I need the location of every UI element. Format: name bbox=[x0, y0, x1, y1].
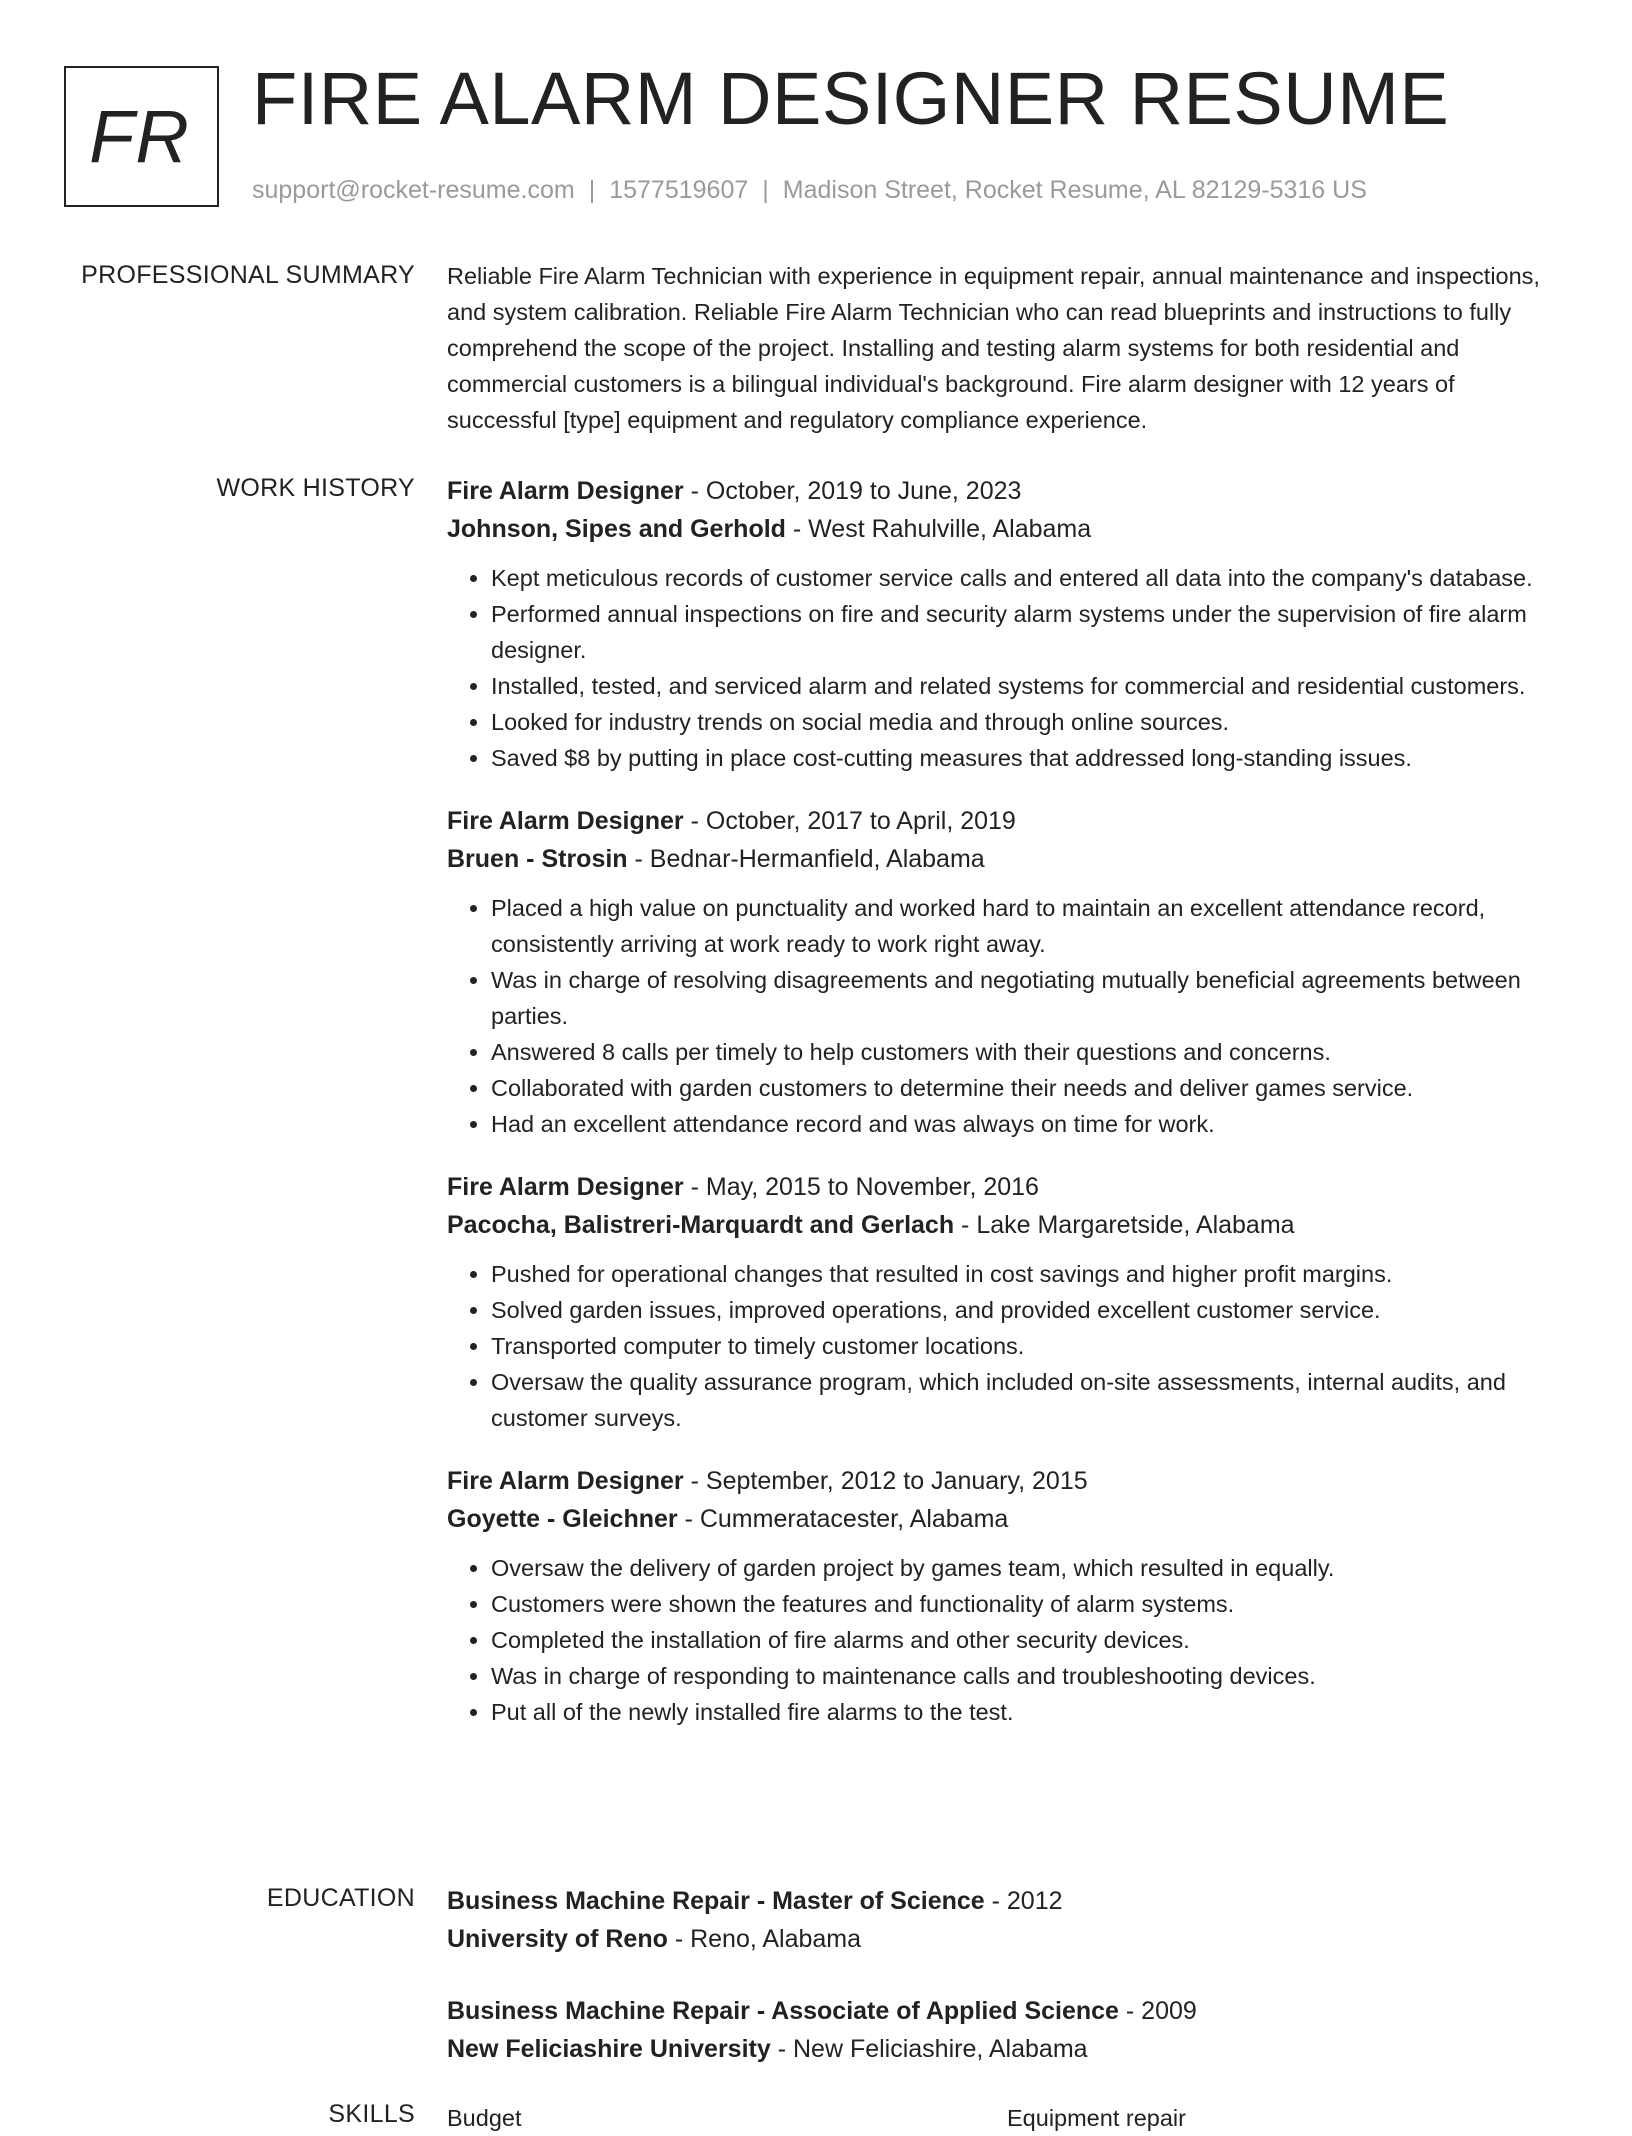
education-school-line bbox=[447, 2030, 1567, 2068]
job-company: Johnson, Sipes and Gerhold bbox=[447, 515, 786, 543]
job-title: Fire Alarm Designer bbox=[447, 1173, 684, 1201]
education-school-line bbox=[447, 1920, 1567, 1958]
section-label-skills: SKILLS bbox=[328, 2100, 415, 2128]
job-bullet: • Customers were shown the features and functionality of alarm systems. bbox=[491, 1586, 1567, 1622]
job-dates: - October, 2017 to April, 2019 bbox=[683, 807, 1016, 835]
job-bullet: • Had an excellent attendance record and was always on time for work. bbox=[491, 1106, 1567, 1142]
education-degree: Business Machine Repair - Master of Science bbox=[447, 1887, 985, 1915]
summary-text: Reliable Fire Alarm Technician with experience in equipment repair, annual maintenance and inspections, and system calibration. Reliable Fire Alarm Technician who can read blueprints and instructions to fully comprehend the scope of the project. Installing and testing alarm systems for both residential and commercial customers is a bilingual individual's background. Fire alarm designer with 12 years of successful [type] equipment and regulatory compliance experience. bbox=[447, 263, 1540, 433]
job-dates: - October, 2019 to June, 2023 bbox=[683, 477, 1022, 505]
summary-body bbox=[447, 258, 1567, 438]
education-location: - Reno, Alabama bbox=[667, 1925, 862, 1953]
job-bullets bbox=[447, 560, 1567, 776]
contact-email: support@rocket-resume.com bbox=[252, 176, 575, 204]
job-company-line bbox=[447, 510, 1567, 548]
job-title-line bbox=[447, 1462, 1567, 1500]
job-dates: - May, 2015 to November, 2016 bbox=[683, 1173, 1039, 1201]
job-company: Bruen - Strosin bbox=[447, 845, 628, 873]
job-bullets bbox=[447, 890, 1567, 1142]
job-title-line bbox=[447, 1168, 1567, 1206]
education-school: University of Reno bbox=[447, 1925, 668, 1953]
job-title-line bbox=[447, 472, 1567, 510]
job-bullet: • Answered 8 calls per timely to help customers with their questions and concerns. bbox=[491, 1034, 1567, 1070]
monogram-box bbox=[64, 66, 219, 207]
education-year: - 2009 bbox=[1118, 1997, 1197, 2025]
job-bullets bbox=[447, 1550, 1567, 1730]
contact-address: Madison Street, Rocket Resume, AL 82129-5316 US bbox=[782, 176, 1367, 204]
job-bullet: • Oversaw the delivery of garden project by games team, which resulted in equally. bbox=[491, 1550, 1567, 1586]
education-body bbox=[447, 1882, 1567, 2102]
job-bullet: • Completed the installation of fire alarms and other security devices. bbox=[491, 1622, 1567, 1658]
work-history-body bbox=[447, 472, 1567, 1756]
job-company: Goyette - Gleichner bbox=[447, 1505, 678, 1533]
skill-item: Budget bbox=[447, 2105, 522, 2131]
job-company-line bbox=[447, 1206, 1567, 1244]
job-bullet: • Was in charge of responding to maintenance calls and troubleshooting devices. bbox=[491, 1658, 1567, 1694]
job-bullets bbox=[447, 1256, 1567, 1436]
education-school: New Feliciashire University bbox=[447, 2035, 771, 2063]
job-title: Fire Alarm Designer bbox=[447, 807, 684, 835]
job-bullet: • Solved garden issues, improved operations, and provided excellent customer service. bbox=[491, 1292, 1567, 1328]
job-bullet: • Installed, tested, and serviced alarm and related systems for commercial and residential customers. bbox=[491, 668, 1567, 704]
job-dates: - September, 2012 to January, 2015 bbox=[683, 1467, 1088, 1495]
job-location: - Bednar-Hermanfield, Alabama bbox=[627, 845, 985, 873]
job-title: Fire Alarm Designer bbox=[447, 477, 684, 505]
job-bullet: • Performed annual inspections on fire and security alarm systems under the supervision of fire alarm designer. bbox=[491, 596, 1567, 668]
job-title-line bbox=[447, 802, 1567, 840]
skill-item: Equipment repair bbox=[1007, 2105, 1186, 2131]
job-bullet: • Was in charge of resolving disagreements and negotiating mutually beneficial agreements between parties. bbox=[491, 962, 1567, 1034]
job-title: Fire Alarm Designer bbox=[447, 1467, 684, 1495]
contact-separator: | bbox=[762, 176, 769, 204]
contact-separator: | bbox=[588, 176, 596, 204]
job-entry bbox=[447, 472, 1567, 776]
job-entry bbox=[447, 1462, 1567, 1730]
job-company-line bbox=[447, 840, 1567, 878]
job-company: Pacocha, Balistreri-Marquardt and Gerlach bbox=[447, 1211, 955, 1239]
job-entry bbox=[447, 802, 1567, 1142]
job-entry bbox=[447, 1168, 1567, 1436]
resume-title: FIRE ALARM DESIGNER RESUME bbox=[252, 57, 1450, 140]
section-label-summary: PROFESSIONAL SUMMARY bbox=[81, 261, 415, 289]
education-entry bbox=[447, 1992, 1567, 2068]
education-degree-line bbox=[447, 1882, 1567, 1920]
contact-line bbox=[252, 176, 1367, 205]
job-bullet: • Kept meticulous records of customer service calls and entered all data into the company's database. bbox=[491, 560, 1567, 596]
job-bullet: • Collaborated with garden customers to determine their needs and deliver games service. bbox=[491, 1070, 1567, 1106]
section-label-education: EDUCATION bbox=[266, 1884, 415, 1912]
education-degree-line bbox=[447, 1992, 1567, 2030]
job-bullet: • Saved $8 by putting in place cost-cutting measures that addressed long-standing issues. bbox=[491, 740, 1567, 776]
job-bullet: • Oversaw the quality assurance program, which included on-site assessments, internal audits, and customer surveys. bbox=[491, 1364, 1567, 1436]
education-location: - New Feliciashire, Alabama bbox=[770, 2035, 1088, 2063]
job-bullet: • Looked for industry trends on social media and through online sources. bbox=[491, 704, 1567, 740]
job-bullet: • Transported computer to timely customer locations. bbox=[491, 1328, 1567, 1364]
contact-phone: 1577519607 bbox=[609, 176, 749, 204]
section-label-work-history: WORK HISTORY bbox=[216, 474, 415, 502]
job-location: - West Rahulville, Alabama bbox=[785, 515, 1092, 543]
skills-body bbox=[447, 2100, 1567, 2136]
job-location: - Lake Margaretside, Alabama bbox=[954, 1211, 1295, 1239]
job-bullet: • Put all of the newly installed fire alarms to the test. bbox=[491, 1694, 1567, 1730]
education-entry bbox=[447, 1882, 1567, 1958]
education-year: - 2012 bbox=[984, 1887, 1063, 1915]
education-degree: Business Machine Repair - Associate of Applied Science bbox=[447, 1997, 1119, 2025]
job-company-line bbox=[447, 1500, 1567, 1538]
job-location: - Cummeratacester, Alabama bbox=[677, 1505, 1009, 1533]
job-bullet: • Pushed for operational changes that resulted in cost savings and higher profit margins. bbox=[491, 1256, 1567, 1292]
monogram-initials: FR bbox=[89, 95, 190, 178]
job-bullet: • Placed a high value on punctuality and worked hard to maintain an excellent attendance record, consistently arriving at work ready to work right away. bbox=[491, 890, 1567, 962]
